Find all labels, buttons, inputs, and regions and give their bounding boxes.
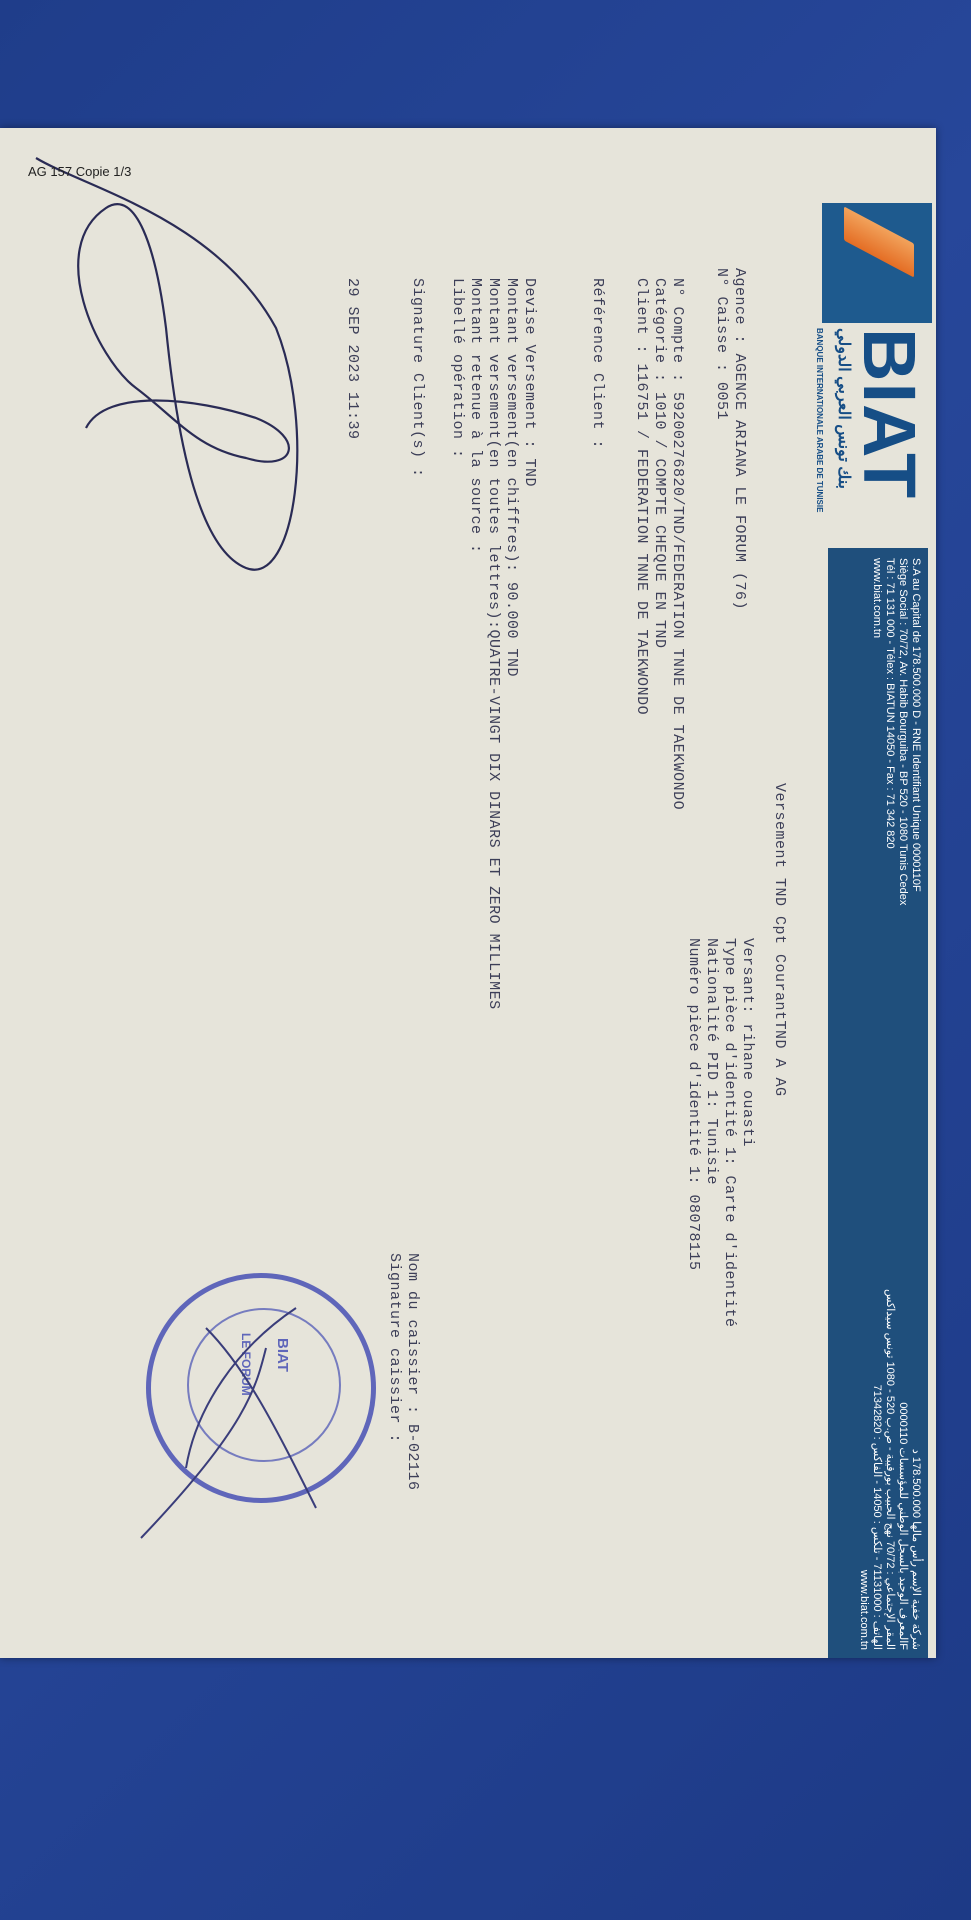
header-ar-line: شركة خفية الإسم رأس مالها 178.500.000 د (910, 1448, 922, 1650)
client-signature (0, 128, 336, 728)
stamp-biat-text: BIAT (274, 1338, 291, 1372)
devise-line: Devise Versement : TND (521, 278, 538, 488)
header-french-info (870, 558, 922, 905)
receipt-paper (0, 128, 936, 1658)
caisse-line: N° Caisse : 0051 (713, 268, 730, 421)
versant-line: Versant: rihane ouasti (739, 938, 756, 1148)
biat-logo-text: BIAT (848, 328, 931, 500)
numero-piece-line: Numéro pièce d'identité 1: 08078115 (685, 938, 702, 1271)
bank-arabic-name: بنك تونس العربي الدولي (835, 328, 852, 489)
montant-lettres-line: Montant versement(en toutes lettres):QUATRE-VINGT DIX DINARS ET ZERO MILLIMES (485, 278, 502, 1010)
header-fr-line: Tél : 71 131 000 - Télex : BIATUN 14050 - Fax : 71 342 820 (884, 558, 896, 849)
bank-french-name: BANQUE INTERNATIONALE ARABE DE TUNISIE (815, 328, 824, 513)
compte-line: N° Compte : 59200276820/TND/FEDERATION TNNE DE TAEKWONDO (669, 278, 686, 811)
retenue-line: Montant retenue à la source : (467, 278, 484, 554)
header-ar-line: www.biat.com.tn (858, 1569, 870, 1650)
copy-label: AG 157 Copie 1/3 (28, 164, 132, 179)
header-arabic-info (857, 1289, 922, 1650)
reference-client-line: Référence Client : (589, 278, 606, 450)
montant-chiffres-line: Montant versement(en chiffres): 90.000 TND (503, 278, 520, 678)
signature-client-line: Signature Client(s) : (409, 278, 426, 478)
header-fr-line: S.A au Capital de 178.500.000 D - RNE Identifiant Unique 0000110F (910, 558, 922, 892)
date-line: 29 SEP 2023 11:39 (344, 278, 361, 440)
client-line: Client : 116751 / FEDERATION TNNE DE TAEKWONDO (633, 278, 650, 716)
stamp-forum-text: LE FORUM (239, 1333, 253, 1396)
header-ar-line: الهاتف : 71131000 - تلكس : 14050 - الفاكس : 71342820 (871, 1384, 883, 1650)
caissier-line: Nom du caissier : B-02116 (404, 1253, 421, 1491)
header-band (828, 548, 928, 1658)
header-fr-line: www.biat.com.tn (871, 558, 883, 639)
type-piece-line: Type pièce d'identité 1: Carte d'identité (721, 938, 738, 1328)
biat-logo-mark (822, 203, 932, 323)
agence-line: Agence : AGENCE ARIANA LE FORUM (76) (731, 268, 748, 611)
nationalite-line: Nationalité PID 1: Tunisie (703, 938, 720, 1186)
logo-stripe-icon (844, 206, 914, 277)
header-fr-line: Siège Social : 70/72, Av. Habib Bourguiba - BP 520 - 1080 Tunis Cedex (897, 558, 909, 906)
header-ar-line: المعرف الوحيد بالسجل الوطني للمؤسسات 0000110F (897, 1402, 909, 1650)
receipt-title: Versement TND Cpt CourantTND A AG (771, 783, 788, 1097)
header-ar-line: المقر الإجتماعي : 70/72 نهج الحبيب بورقيبة - ص.ب 520 - 1080 تونس سيداكس (884, 1288, 896, 1650)
signature-caissier-line: Signature caissier : (386, 1253, 403, 1444)
receipt-content (0, 128, 936, 1658)
cashier-signature (136, 1288, 356, 1548)
categorie-line: Catégorie : 1010 / COMPTE CHEQUE EN TND (651, 278, 668, 649)
libelle-line: Libellé opération : (449, 278, 466, 459)
